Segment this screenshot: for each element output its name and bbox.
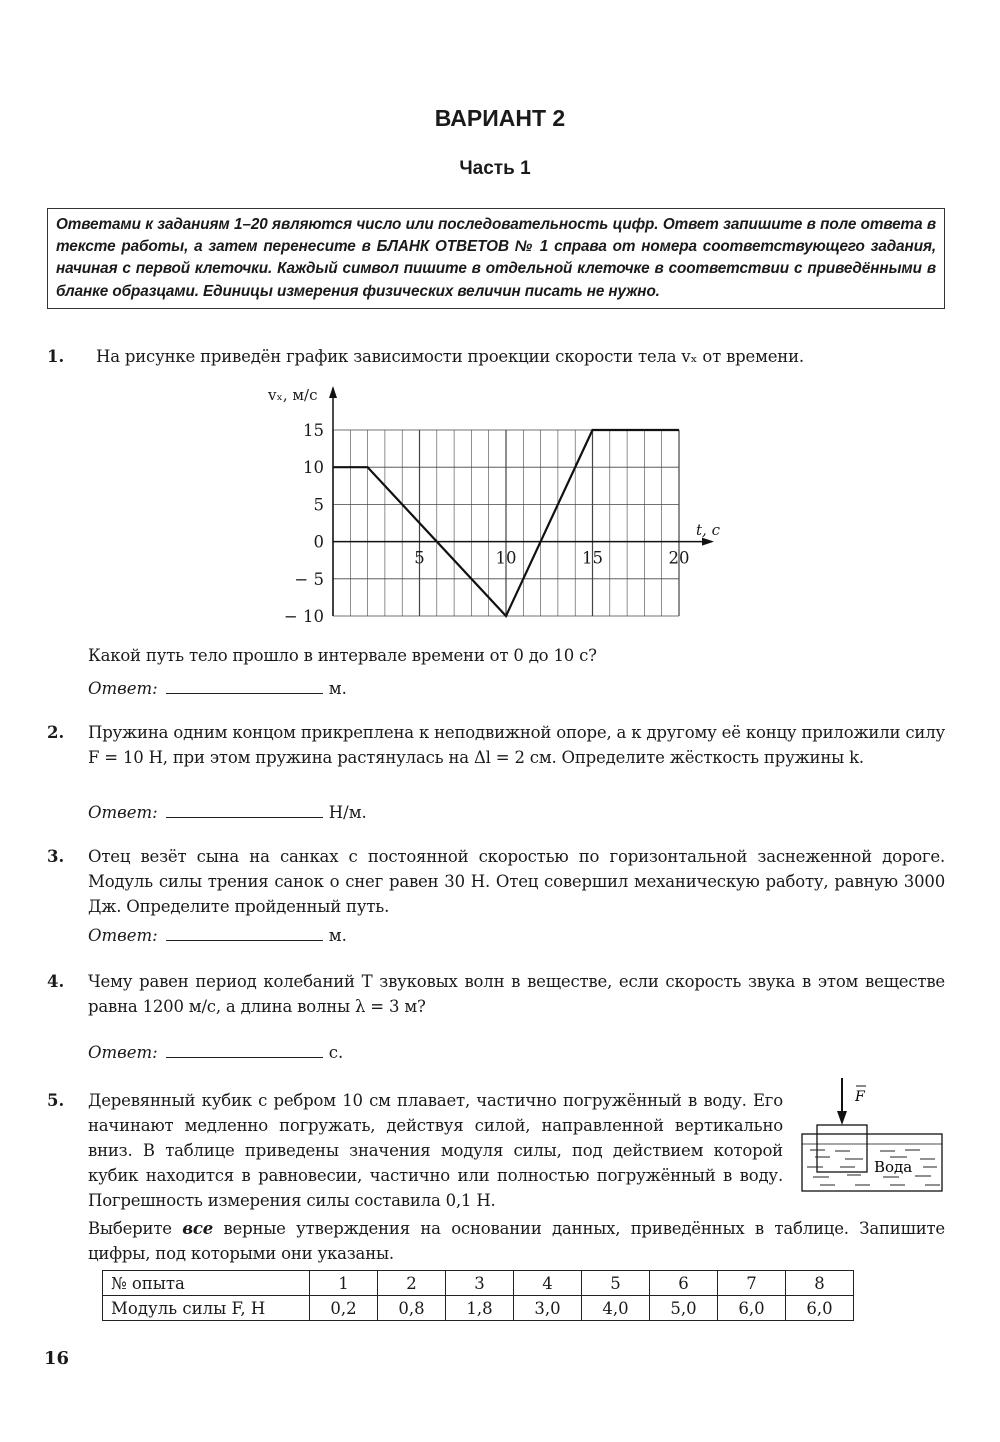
- chart-grid: [333, 430, 679, 616]
- svg-text:vₓ, м/с: vₓ, м/с: [268, 386, 318, 404]
- answer-label: Ответ:: [88, 679, 158, 698]
- table-cell: 3: [446, 1271, 514, 1296]
- force-arrow-icon: [837, 1078, 847, 1125]
- table-cell: 3,0: [514, 1296, 582, 1321]
- force-measurements-table: [102, 1270, 854, 1321]
- table-cell: 2: [378, 1271, 446, 1296]
- table-header-force: Модуль силы F, Н: [103, 1296, 310, 1321]
- question-5-number: 5.: [47, 1091, 65, 1110]
- velocity-time-chart: [260, 380, 740, 630]
- floating-cube-figure: [795, 1075, 950, 1200]
- table-cell: 5,0: [650, 1296, 718, 1321]
- svg-text:20: 20: [668, 548, 690, 568]
- table-cell: 0,2: [310, 1296, 378, 1321]
- question-3-number: 3.: [47, 847, 65, 866]
- table-cell: 7: [718, 1271, 786, 1296]
- force-label: F: [855, 1089, 865, 1105]
- page-subtitle: Часть 1: [459, 158, 531, 179]
- answer-unit: Н/м.: [328, 803, 367, 822]
- table-cell: 4: [514, 1271, 582, 1296]
- question-2-answer: [88, 803, 367, 822]
- question-5-instruction: Выберите все верные утверждения на основании данных, приведённых в таблице. Запишите цифры, под которыми они указаны.: [88, 1219, 945, 1263]
- question-1-text: На рисунке приведён график зависимости проекции скорости тела vₓ от времени.: [96, 347, 804, 366]
- svg-text:15: 15: [582, 548, 603, 568]
- question-1-number: 1.: [47, 347, 65, 366]
- answer-label: Ответ:: [88, 1043, 158, 1062]
- table-cell: 5: [582, 1271, 650, 1296]
- question-1-answer: [88, 679, 347, 698]
- table-cell: 8: [786, 1271, 854, 1296]
- table-cell: 1,8: [446, 1296, 514, 1321]
- answer-blank-4[interactable]: [166, 1043, 323, 1058]
- water-label: Вода: [874, 1158, 913, 1176]
- svg-text:10: 10: [303, 458, 324, 478]
- question-3-text: Отец везёт сына на санках с постоянной скоростью по горизонтальной заснеженной дороге. Модуль силы трения санок о снег равен 30 Н. Отец совершил механическую работу, равную 3000 Дж. Определите пройденный путь.: [88, 847, 945, 916]
- instructions-box: Ответами к заданиям 1–20 являются число или последовательность цифр. Ответ запишите в поле ответа в тексте работы, а затем перенесите в БЛАНК ОТВЕТОВ № 1 справа от номера соответствующего задания, начиная с первой клеточки. Каждый символ пишите в отдельной клеточке в соответствии с приведёнными в бланке образцами. Единицы измерения физических величин писать не нужно.: [47, 208, 945, 309]
- page-number: 16: [44, 1348, 70, 1369]
- answer-unit: с.: [328, 1043, 344, 1062]
- table-row-forces: [103, 1296, 854, 1321]
- answer-label: Ответ:: [88, 803, 158, 822]
- cube-shape: [817, 1125, 867, 1172]
- answer-label: Ответ:: [88, 926, 158, 945]
- svg-text:0: 0: [313, 532, 324, 552]
- question-2-text: Пружина одним концом прикреплена к неподвижной опоре, а к другому её концу приложили силу F = 10 Н, при этом пружина растянулась на Δl = 2 см. Определите жёсткость пружины k.: [88, 723, 945, 767]
- question-4-answer: [88, 1043, 343, 1062]
- answer-blank-2[interactable]: [166, 803, 323, 818]
- question-4-number: 4.: [47, 972, 65, 991]
- chart-labels: [267, 386, 721, 626]
- answer-blank-3[interactable]: [166, 926, 323, 941]
- answer-unit: м.: [328, 926, 347, 945]
- table-cell: 6: [650, 1271, 718, 1296]
- svg-text:10: 10: [495, 548, 517, 568]
- table-cell: 0,8: [378, 1296, 446, 1321]
- question-2-number: 2.: [47, 723, 65, 742]
- table-cell: 6,0: [718, 1296, 786, 1321]
- table-header-experiment: № опыта: [103, 1271, 310, 1296]
- question-5-text: Деревянный кубик с ребром 10 см плавает, частично погружённый в воду. Его начинают медленно погружать, действуя силой, направленной вертикально вниз. В таблице приведены значения модуля силы, под действием которой кубик находится в равновесии, частично или полностью погружённый в воду. Погрешность измерения силы составила 0,1 Н.: [88, 1091, 783, 1210]
- table-cell: 1: [310, 1271, 378, 1296]
- question-3-answer: [88, 926, 347, 945]
- answer-blank-1[interactable]: [166, 679, 323, 694]
- answer-unit: м.: [328, 679, 347, 698]
- svg-text:t, c: t, c: [696, 521, 720, 539]
- svg-text:5: 5: [414, 548, 425, 568]
- table-cell: 6,0: [786, 1296, 854, 1321]
- svg-text:5: 5: [313, 495, 324, 515]
- page-title: ВАРИАНТ 2: [434, 105, 566, 131]
- svg-text:15: 15: [303, 421, 324, 440]
- table-cell: 4,0: [582, 1296, 650, 1321]
- question-4-text: Чему равен период колебаний T звуковых волн в веществе, если скорость звука в этом веществе равна 1200 м/с, а длина волны λ = 3 м?: [88, 972, 945, 1016]
- svg-text:− 5: − 5: [294, 569, 324, 589]
- question-1-prompt: Какой путь тело прошло в интервале времени от 0 до 10 с?: [88, 646, 597, 665]
- svg-text:− 10: − 10: [283, 607, 324, 626]
- table-row-experiments: [103, 1271, 854, 1296]
